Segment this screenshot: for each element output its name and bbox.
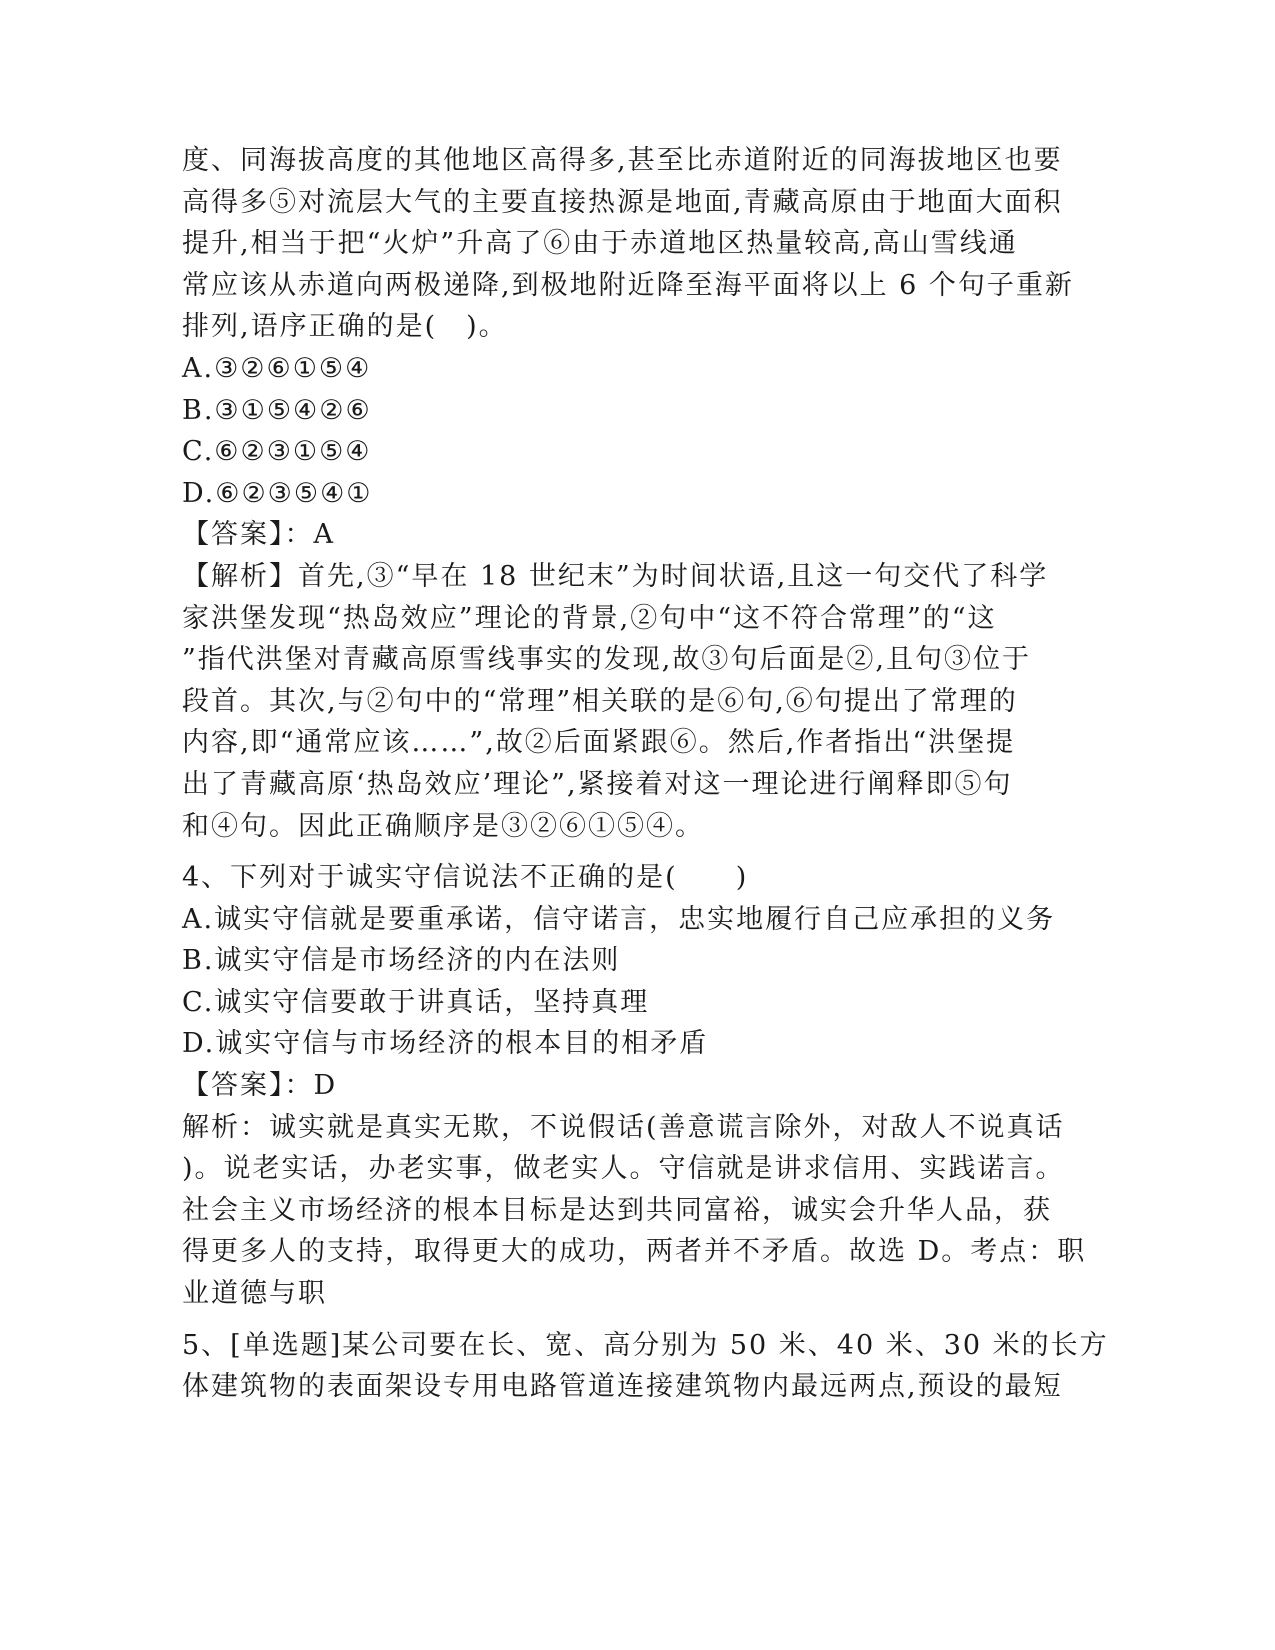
question-3-stem bbox=[182, 140, 1082, 348]
question-text-line: 体建筑物的表面架设专用电路管道连接建筑物内最远两点,预设的最短 bbox=[182, 1371, 1063, 1403]
question-text-line: 排列,语序正确的是( )。 bbox=[182, 311, 508, 343]
option-b: B.③①⑤④②⑥ bbox=[182, 394, 372, 426]
analysis-line: )。说老实话，办老实事，做老实人。守信就是讲求信用、实践诺言。 bbox=[182, 1153, 1065, 1185]
option-b: B.诚实守信是市场经济的内在法则 bbox=[182, 945, 621, 977]
analysis-line: ”指代洪堡对青藏高原雪线事实的发现,故③句后面是②,且句③位于 bbox=[182, 644, 1031, 676]
analysis-line: 业道德与职 bbox=[182, 1278, 327, 1310]
option-d: D.⑥②③⑤④① bbox=[182, 477, 373, 509]
analysis-line: 和④句。因此正确顺序是③②⑥①⑤④。 bbox=[182, 810, 704, 842]
question-3-options bbox=[182, 348, 1082, 514]
option-c: C.诚实守信要敢于讲真话，坚持真理 bbox=[182, 986, 650, 1018]
analysis-line: 解析：诚实就是真实无欺，不说假话(善意谎言除外，对敌人不说真话 bbox=[182, 1111, 1065, 1143]
question-5-stem bbox=[182, 1325, 1109, 1408]
option-c: C.⑥②③①⑤④ bbox=[182, 436, 372, 468]
question-text-line: 高得多⑤对流层大气的主要直接热源是地面,青藏高原由于地面大面积 bbox=[182, 186, 1063, 218]
question-4-analysis bbox=[182, 1107, 1087, 1315]
analysis-line: 【解析】首先,③“早在 18 世纪末”为时间状语,且这一句交代了科学 bbox=[182, 560, 1049, 592]
question-text-line: 常应该从赤道向两极递降,到极地附近降至海平面将以上 6 个句子重新 bbox=[182, 269, 1074, 301]
option-a: A.诚实守信就是要重承诺，信守诺言，忠实地履行自己应承担的义务 bbox=[182, 903, 1056, 935]
question-text-line: 提升,相当于把“火炉”升高了⑥由于赤道地区热量较高,高山雪线通 bbox=[182, 228, 1018, 260]
question-text-line: 5、[单选题]某公司要在长、宽、高分别为 50 米、40 米、30 米的长方 bbox=[182, 1329, 1109, 1361]
analysis-line: 内容,即“通常应该……”,故②后面紧跟⑥。然后,作者指出“洪堡提 bbox=[182, 727, 1016, 759]
section-spacer bbox=[182, 847, 1082, 857]
question-text-line: 度、同海拔高度的其他地区高得多,甚至比赤道附近的同海拔地区也要 bbox=[182, 145, 1063, 176]
analysis-line: 出了青藏高原‘热岛效应’理论”,紧接着对这一理论进行阐释即⑤句 bbox=[182, 768, 1013, 800]
question-3-answer: 【答案】：A bbox=[182, 519, 335, 551]
option-a: A.③②⑥①⑤④ bbox=[182, 352, 372, 384]
question-3-analysis bbox=[182, 556, 1082, 847]
option-d: D.诚实守信与市场经济的根本目的相矛盾 bbox=[182, 1028, 709, 1060]
analysis-line: 家洪堡发现“热岛效应”理论的背景,②句中“这不符合常理”的“这 bbox=[182, 602, 997, 634]
question-4-stem: 4、下列对于诚实守信说法不正确的是( ) bbox=[182, 862, 749, 894]
analysis-line: 段首。其次,与②句中的“常理”相关联的是⑥句,⑥句提出了常理的 bbox=[182, 685, 1018, 717]
document-page bbox=[182, 140, 1109, 1408]
question-4-options bbox=[182, 899, 1082, 1065]
question-4-answer: 【答案】：D bbox=[182, 1070, 338, 1102]
section-spacer bbox=[182, 1315, 1082, 1325]
analysis-line: 得更多人的支持，取得更大的成功，两者并不矛盾。故选 D。考点：职 bbox=[182, 1236, 1087, 1268]
analysis-line: 社会主义市场经济的根本目标是达到共同富裕，诚实会升华人品，获 bbox=[182, 1194, 1052, 1226]
